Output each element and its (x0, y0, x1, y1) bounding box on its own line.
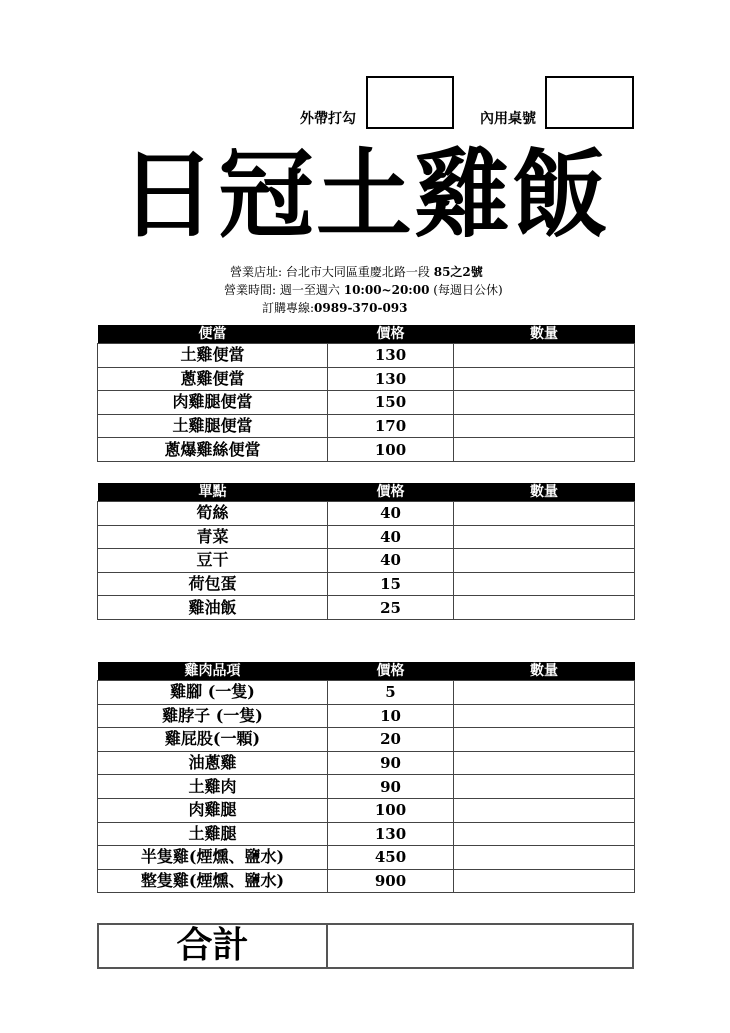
table-row (98, 751, 635, 775)
menu-table-sides (97, 483, 635, 620)
item-price: 15 (328, 572, 454, 596)
item-name: 蔥雞便當 (98, 367, 328, 391)
table-row (98, 438, 635, 462)
item-price: 90 (328, 775, 454, 799)
table-row (98, 728, 635, 752)
item-name: 荷包蛋 (98, 572, 328, 596)
table-row (98, 596, 635, 620)
item-price: 5 (328, 681, 454, 705)
takeout-label: 外帶打勾 (300, 111, 356, 127)
price-header: 價格 (328, 325, 454, 344)
item-name: 豆干 (98, 549, 328, 573)
category-header: 雞肉品項 (98, 662, 328, 681)
item-name: 青菜 (98, 525, 328, 549)
menu-table-bento (97, 325, 635, 462)
hours-note: (每週日公休) (433, 283, 503, 297)
quantity-cell[interactable] (454, 549, 635, 573)
table-row (98, 704, 635, 728)
quantity-cell[interactable] (454, 596, 635, 620)
item-name: 筍絲 (98, 502, 328, 526)
quantity-cell[interactable] (454, 822, 635, 846)
category-header: 便當 (98, 325, 328, 344)
item-price: 100 (328, 438, 454, 462)
item-name: 半隻雞(煙燻、鹽水) (98, 846, 328, 870)
takeout-checkbox[interactable] (366, 76, 454, 129)
price-header: 價格 (328, 483, 454, 502)
item-name: 土雞肉 (98, 775, 328, 799)
table-row (98, 549, 635, 573)
table-row (98, 525, 635, 549)
price-header: 價格 (328, 662, 454, 681)
table-row (98, 414, 635, 438)
table-row (98, 502, 635, 526)
item-price: 100 (328, 798, 454, 822)
item-price: 130 (328, 822, 454, 846)
address-text: 台北市大同區重慶北路一段 (285, 265, 430, 279)
quantity-cell[interactable] (454, 438, 635, 462)
hours-time: 10:00~20:00 (343, 283, 430, 297)
item-price: 20 (328, 728, 454, 752)
hours-days: 週一至週六 (279, 283, 340, 297)
total-amount-field[interactable] (328, 925, 632, 967)
quantity-cell[interactable] (454, 525, 635, 549)
phone-label: 訂購專線: (262, 301, 315, 315)
item-price: 150 (328, 391, 454, 415)
table-row (98, 344, 635, 368)
table-row (98, 391, 635, 415)
item-name: 雞屁股(一顆) (98, 728, 328, 752)
quantity-header: 數量 (454, 662, 635, 681)
item-price: 900 (328, 869, 454, 893)
item-price: 130 (328, 367, 454, 391)
table-header (98, 325, 635, 344)
item-name: 土雞便當 (98, 344, 328, 368)
quantity-cell[interactable] (454, 414, 635, 438)
hours-label: 營業時間: (224, 283, 277, 297)
quantity-cell[interactable] (454, 775, 635, 799)
item-name: 雞油飯 (98, 596, 328, 620)
item-price: 40 (328, 549, 454, 573)
table-header (98, 662, 635, 681)
item-price: 10 (328, 704, 454, 728)
address-label: 營業店址: (230, 265, 283, 279)
item-price: 25 (328, 596, 454, 620)
dinein-table-label: 內用桌號 (480, 111, 536, 127)
item-name: 蔥爆雞絲便當 (98, 438, 328, 462)
quantity-cell[interactable] (454, 344, 635, 368)
table-number-field[interactable] (545, 76, 634, 129)
item-name: 土雞腿便當 (98, 414, 328, 438)
item-price: 40 (328, 525, 454, 549)
shop-title: 日冠土雞飯 (120, 139, 610, 251)
table-row (98, 775, 635, 799)
table-row (98, 367, 635, 391)
item-price: 40 (328, 502, 454, 526)
total-row (97, 923, 634, 969)
quantity-header: 數量 (454, 483, 635, 502)
quantity-cell[interactable] (454, 846, 635, 870)
order-phone (262, 300, 408, 316)
item-price: 130 (328, 344, 454, 368)
table-row (98, 846, 635, 870)
item-name: 雞脖子 (一隻) (98, 704, 328, 728)
total-label: 合計 (99, 925, 328, 967)
table-row (98, 798, 635, 822)
table-row (98, 869, 635, 893)
quantity-header: 數量 (454, 325, 635, 344)
quantity-cell[interactable] (454, 391, 635, 415)
table-row (98, 681, 635, 705)
quantity-cell[interactable] (454, 869, 635, 893)
shop-address (230, 264, 483, 280)
quantity-cell[interactable] (454, 704, 635, 728)
item-price: 450 (328, 846, 454, 870)
quantity-cell[interactable] (454, 502, 635, 526)
item-name: 油蔥雞 (98, 751, 328, 775)
quantity-cell[interactable] (454, 751, 635, 775)
quantity-cell[interactable] (454, 572, 635, 596)
phone-number: 0989-370-093 (314, 301, 408, 315)
item-name: 整隻雞(煙燻、鹽水) (98, 869, 328, 893)
menu-table-chicken (97, 662, 635, 893)
item-name: 雞腳 (一隻) (98, 681, 328, 705)
quantity-cell[interactable] (454, 728, 635, 752)
item-price: 170 (328, 414, 454, 438)
item-name: 土雞腿 (98, 822, 328, 846)
category-header: 單點 (98, 483, 328, 502)
item-price: 90 (328, 751, 454, 775)
item-name: 肉雞腿便當 (98, 391, 328, 415)
table-row (98, 572, 635, 596)
business-hours (224, 282, 503, 298)
address-number: 85之2號 (433, 265, 483, 279)
quantity-cell[interactable] (454, 681, 635, 705)
quantity-cell[interactable] (454, 798, 635, 822)
table-row (98, 822, 635, 846)
table-header (98, 483, 635, 502)
item-name: 肉雞腿 (98, 798, 328, 822)
quantity-cell[interactable] (454, 367, 635, 391)
